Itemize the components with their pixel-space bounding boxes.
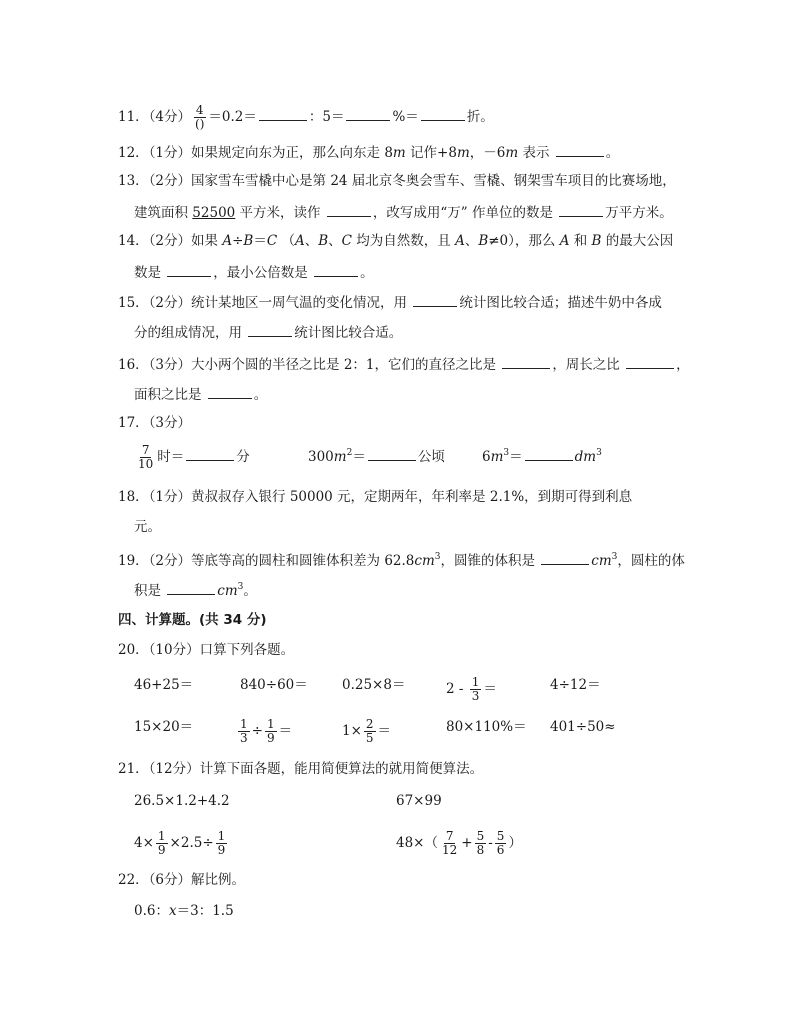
text: 建筑面积 [134, 205, 193, 221]
text: 401÷50≈ [550, 719, 616, 735]
score: （2分） [148, 295, 192, 311]
variable: A [559, 233, 570, 249]
calc-item [342, 718, 391, 745]
text: ＝ [483, 681, 497, 697]
question-18 [118, 488, 632, 506]
text: 分 [236, 449, 250, 465]
text: 积是 [134, 583, 161, 599]
denominator: 12 [442, 843, 458, 857]
text: 48×（ [396, 835, 438, 851]
operator: + [461, 835, 473, 851]
text: ， [676, 357, 690, 373]
answer-blank[interactable] [167, 262, 211, 277]
text: 0.6： [134, 903, 169, 919]
operator: - [488, 835, 493, 851]
operator: ÷ [251, 723, 263, 739]
question-number: 16． [118, 357, 149, 373]
text: 80×110%＝ [446, 719, 527, 735]
variable: B [478, 233, 489, 249]
text: 万平方米。 [605, 205, 673, 221]
answer-blank[interactable] [167, 580, 215, 595]
text: 平方米，读作 [235, 205, 321, 221]
text: 大小两个圆的半径之比是 2：1，它们的直径之比是 [191, 357, 497, 373]
text: 300 [308, 449, 334, 465]
score: （1分） [148, 489, 192, 505]
text: 口算下列各题。 [199, 642, 295, 658]
question-17-item-1 [134, 444, 250, 471]
question-20 [118, 641, 294, 659]
text: 15×20＝ [134, 719, 194, 735]
text: ） [508, 835, 522, 851]
text: ＝ [509, 449, 523, 465]
text: 26.5×1.2+4.2 [134, 793, 230, 809]
question-number: 17． [118, 415, 149, 431]
score: （4分） [148, 109, 192, 125]
answer-blank[interactable] [186, 446, 234, 461]
denominator: 3 [240, 731, 248, 745]
numerator: 4 [195, 103, 204, 117]
text: 黄叔叔存入银行 50000 元，定期两年，年利率是 2.1%，到期可得到利息 [191, 489, 633, 505]
variable: A [222, 233, 233, 249]
unit: m [505, 145, 519, 161]
answer-blank[interactable] [259, 106, 307, 121]
calc-expression [134, 830, 229, 857]
fraction [495, 830, 507, 857]
score: （12分） [148, 761, 200, 777]
text: 折。 [466, 109, 494, 125]
text: 分的组成情况，用 [134, 325, 242, 341]
answer-blank[interactable] [556, 142, 604, 157]
text: 4÷12＝ [550, 677, 601, 693]
exponent: 3 [434, 552, 441, 562]
question-number: 12． [118, 145, 149, 161]
denominator: () [195, 117, 205, 131]
question-15 [118, 292, 662, 312]
fraction [156, 830, 168, 857]
text: 。 [605, 145, 620, 161]
calc-item [550, 676, 601, 694]
numerator: 1 [266, 717, 275, 731]
text: ＝ [352, 449, 366, 465]
number: 52500 [192, 205, 236, 221]
question-14-line-2 [134, 262, 374, 282]
answer-blank[interactable] [413, 292, 457, 307]
question-number: 21． [118, 761, 149, 777]
calc-item [342, 676, 405, 694]
question-13-line-2 [134, 202, 673, 222]
answer-blank[interactable] [208, 384, 252, 399]
text: ，最小公倍数是 [213, 265, 308, 281]
question-number: 19． [118, 553, 149, 569]
proportion-expression [134, 902, 234, 920]
text: 统计图比较合适。 [294, 325, 403, 341]
text: %＝ [392, 109, 419, 125]
calc-item [134, 676, 193, 694]
question-number: 20． [118, 642, 149, 658]
text: 解比例。 [191, 872, 246, 888]
question-18-line-2 [134, 518, 161, 536]
operator: ＝ [253, 233, 267, 249]
score: （3分） [148, 415, 192, 431]
denominator: 6 [496, 843, 505, 857]
text: ＝3：1.5 [176, 903, 234, 919]
unit: m [456, 145, 470, 161]
question-14 [118, 232, 673, 250]
numerator: 1 [471, 675, 480, 689]
numerator: 5 [476, 829, 485, 843]
answer-blank[interactable] [525, 446, 573, 461]
text: 1× [342, 723, 362, 739]
text: ×2.5÷ [169, 835, 214, 851]
fraction [470, 676, 482, 703]
calc-item [446, 676, 497, 703]
question-15-line-2 [134, 322, 402, 342]
denominator: 9 [217, 843, 226, 857]
text: 表示 [518, 145, 550, 161]
denominator: 3 [471, 689, 480, 703]
fraction [364, 718, 376, 745]
fraction [216, 830, 228, 857]
text: 67×99 [396, 793, 442, 809]
text: 6 [482, 449, 491, 465]
variable: C [266, 233, 278, 249]
question-21 [118, 760, 483, 778]
answer-blank[interactable] [368, 446, 416, 461]
text: 如果 [191, 233, 223, 249]
text: 4× [134, 835, 154, 851]
text: 。 [360, 265, 374, 281]
numerator: 7 [445, 829, 454, 843]
text: 记作+8 [405, 145, 457, 161]
fraction [475, 830, 487, 857]
text: 、 [328, 233, 342, 249]
answer-blank[interactable] [502, 354, 550, 369]
score: （1分） [148, 145, 192, 161]
fraction [440, 830, 459, 857]
score: （2分） [148, 233, 192, 249]
operator: ÷ [232, 233, 244, 249]
unit: cm [591, 553, 612, 569]
text: ，改写成用“万” 作单位的数是 [372, 205, 553, 221]
exponent: 3 [237, 582, 244, 592]
score: （2分） [148, 173, 192, 189]
question-number: 18． [118, 489, 149, 505]
text: 2 - [446, 681, 468, 697]
variable: B [243, 233, 254, 249]
unit: dm [574, 449, 597, 465]
text: 元。 [134, 519, 161, 535]
exponent: 3 [596, 448, 602, 458]
exponent: 3 [611, 552, 618, 562]
text: 、 [304, 233, 319, 249]
variable: B [318, 233, 329, 249]
calc-expression [396, 792, 442, 810]
variable: A [294, 233, 305, 249]
score: （2分） [148, 553, 192, 569]
answer-blank[interactable] [327, 202, 371, 217]
numerator: 1 [217, 829, 226, 843]
text: 0.25×8＝ [342, 677, 406, 693]
answer-blank[interactable] [559, 202, 603, 217]
text: 时＝ [157, 449, 185, 465]
calc-item [236, 718, 292, 745]
question-17-item-2 [308, 446, 445, 466]
question-16 [118, 354, 690, 374]
text: 。 [253, 387, 268, 403]
question-17-item-3 [482, 446, 602, 466]
text: ，圆柱的体 [617, 553, 685, 569]
text: ≠0），那么 [488, 233, 560, 249]
calc-item [240, 676, 308, 694]
answer-blank[interactable] [314, 262, 358, 277]
text: 国家雪车雪橇中心是第 24 届北京冬奥会雪车、雪橇、钢架雪车项目的比赛场地， [191, 173, 676, 189]
unit: m [333, 449, 347, 465]
text: 公顷 [417, 449, 445, 465]
text: ，－6 [469, 145, 506, 161]
text: 数是 [134, 265, 161, 281]
denominator: 5 [365, 731, 374, 745]
question-17 [118, 414, 191, 432]
text: ＝0.2＝ [208, 109, 257, 125]
variable: A [455, 233, 465, 249]
variable: B [591, 233, 602, 249]
numerator: 1 [157, 829, 166, 843]
numerator: 2 [365, 717, 374, 731]
text: （ [281, 233, 295, 249]
numerator: 1 [240, 717, 248, 731]
text: ：5＝ [308, 109, 345, 125]
question-number: 22． [118, 872, 149, 888]
text: 面积之比是 [134, 387, 202, 403]
text: ，周长之比 [552, 357, 620, 373]
section-title: 四、计算题。(共 34 分) [118, 612, 267, 628]
answer-blank[interactable] [626, 354, 674, 369]
question-19-line-2 [134, 580, 257, 600]
denominator: 10 [138, 457, 154, 471]
calc-item [134, 718, 193, 736]
question-number: 14． [118, 233, 149, 249]
answer-blank[interactable] [421, 106, 465, 121]
calc-expression [134, 792, 230, 810]
question-22 [118, 871, 245, 889]
denominator: 9 [157, 843, 166, 857]
text: 。 [243, 583, 257, 599]
numerator: 5 [496, 829, 505, 843]
text: 的最大公因 [601, 233, 674, 249]
exponent: 2 [346, 448, 353, 458]
answer-blank[interactable] [346, 106, 390, 121]
denominator: 9 [266, 731, 275, 745]
text: 统计某地区一周气温的变化情况，用 [191, 295, 408, 311]
text: ＝ [377, 723, 392, 739]
text: ＝ [278, 723, 293, 739]
question-number: 15． [118, 295, 149, 311]
question-19 [118, 550, 685, 570]
text: 46+25＝ [134, 677, 194, 693]
exponent: 3 [503, 448, 510, 458]
fraction [193, 104, 206, 131]
unit: cm [217, 583, 238, 599]
score: （10分） [148, 642, 200, 658]
answer-blank[interactable] [248, 322, 292, 337]
unit: m [490, 449, 504, 465]
text: 统计图比较合适；描述牛奶中各成 [459, 295, 662, 311]
text: 计算下面各题，能用简便算法的就用简便算法。 [199, 761, 484, 777]
score: （3分） [148, 357, 192, 373]
variable: x [168, 903, 177, 919]
unit: m [392, 145, 406, 161]
question-13 [118, 172, 676, 190]
question-number: 13． [118, 173, 149, 189]
question-number: 11． [118, 109, 149, 125]
score: （6分） [148, 872, 192, 888]
question-12 [118, 142, 619, 162]
text: 和 [569, 233, 592, 249]
question-11 [118, 104, 494, 131]
calc-expression [396, 830, 522, 857]
text: 均为自然数，且 [351, 233, 456, 249]
calc-item [446, 718, 527, 736]
text: 840÷60＝ [240, 677, 308, 693]
text: 等底等高的圆柱和圆锥体积差为 62.8 [191, 553, 415, 569]
fraction [238, 718, 250, 745]
fraction [136, 444, 155, 471]
denominator: 8 [476, 843, 485, 857]
question-16-line-2 [134, 384, 267, 404]
variable: C [341, 233, 352, 249]
unit: cm [414, 553, 435, 569]
text: 、 [464, 233, 479, 249]
text: 如果规定向东为正，那么向东走 8 [191, 145, 393, 161]
calc-item [550, 718, 616, 736]
answer-blank[interactable] [541, 550, 589, 565]
fraction [265, 718, 277, 745]
numerator: 7 [141, 443, 150, 457]
text: ，圆锥的体积是 [440, 553, 535, 569]
